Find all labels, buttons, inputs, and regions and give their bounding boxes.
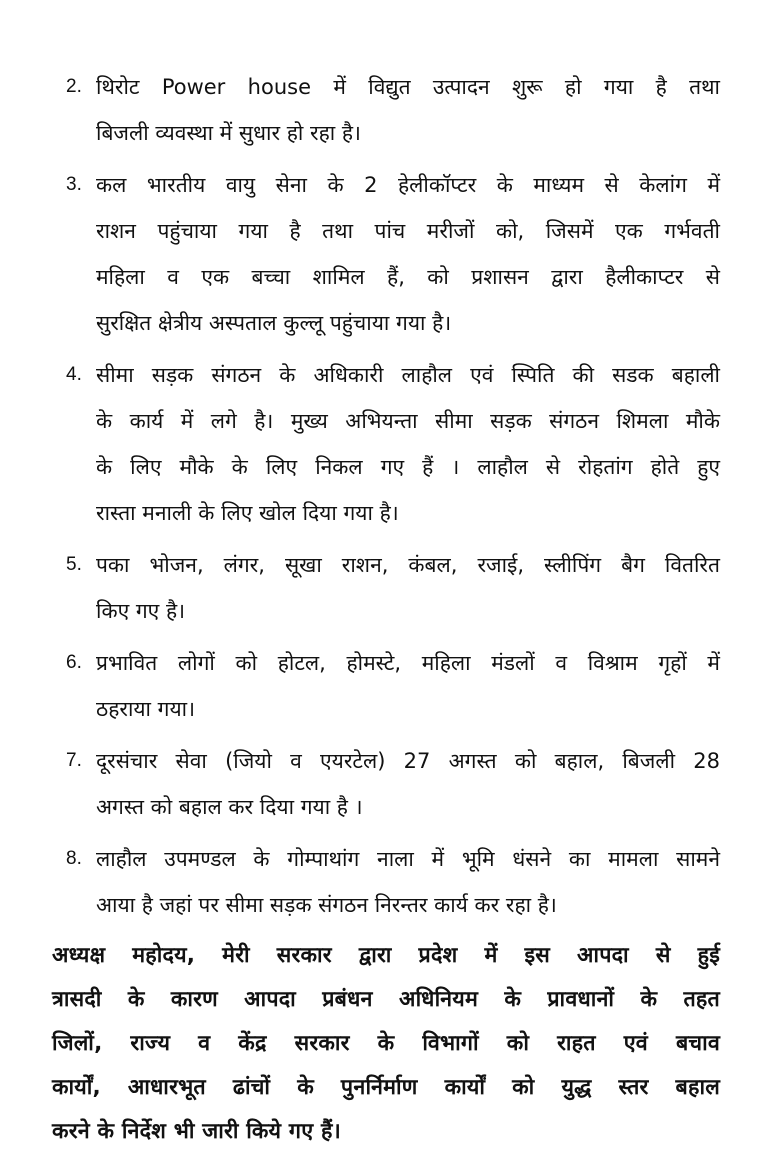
item-line: प्रभावित लोगों को होटल, होमस्टे, महिला मंडलों व विश्राम गृहों में — [96, 651, 720, 675]
item-number: 2. — [66, 76, 82, 97]
item-line: सीमा सड़क संगठन के अधिकारी लाहौल एवं स्पिति की सडक बहाली — [96, 363, 720, 387]
closing-paragraph — [52, 934, 720, 1154]
closing-line: करने के निर्देश भी जारी किये गए हैं। — [52, 1119, 341, 1144]
item-line: बिजली व्यवस्था में सुधार हो रहा है। — [96, 121, 361, 145]
list-item — [52, 352, 720, 536]
closing-line: अध्यक्ष महोदय, मेरी सरकार द्वारा प्रदेश में इस आपदा से हुई — [52, 943, 720, 968]
closing-line: कार्यों, आधारभूत ढांचों के पुनर्निर्माण कार्यों को युद्ध स्तर बहाल — [52, 1075, 720, 1100]
item-line: रास्ता मनाली के लिए खोल दिया गया है। — [96, 501, 399, 525]
closing-line: त्रासदी के कारण आपदा प्रबंधन अधिनियम के प्रावधानों के तहत — [52, 987, 720, 1012]
item-line: पका भोजन, लंगर, सूखा राशन, कंबल, रजाई, स्लीपिंग बैग वितरित — [96, 553, 720, 577]
item-number: 5. — [66, 554, 82, 575]
list-item — [52, 162, 720, 346]
list-item — [52, 64, 720, 156]
item-number: 3. — [66, 174, 82, 195]
item-line: महिला व एक बच्चा शामिल हैं, को प्रशासन द्वारा हैलीकाप्टर से — [96, 265, 720, 289]
item-line: के लिए मौके के लिए निकल गए हैं । लाहौल से रोहतांग होते हुए — [96, 455, 720, 479]
item-line: कल भारतीय वायु सेना के 2 हेलीकॉप्टर के माध्यम से केलांग में — [96, 173, 720, 197]
item-number: 8. — [66, 848, 82, 869]
list-item — [52, 542, 720, 634]
closing-line: जिलों, राज्य व केंद्र सरकार के विभागों को राहत एवं बचाव — [52, 1031, 720, 1056]
list-item — [52, 640, 720, 732]
item-line: अगस्त को बहाल कर दिया गया है । — [96, 795, 363, 819]
item-line: सुरक्षित क्षेत्रीय अस्पताल कुल्लू पहुंचाया गया है। — [96, 311, 452, 335]
item-number: 6. — [66, 652, 82, 673]
item-number: 7. — [66, 750, 82, 771]
item-line: आया है जहां पर सीमा सड़क संगठन निरन्तर कार्य कर रहा है। — [96, 893, 557, 917]
numbered-list — [52, 64, 720, 928]
item-line: ठहराया गया। — [96, 697, 196, 721]
item-line: लाहौल उपमण्डल के गोम्पाथांग नाला में भूमि धंसने का मामला सामने — [96, 847, 720, 871]
list-item — [52, 836, 720, 928]
item-number: 4. — [66, 364, 82, 385]
list-item — [52, 738, 720, 830]
item-line: के कार्य में लगे है। मुख्य अभियन्ता सीमा सड़क संगठन शिमला मौके — [96, 409, 720, 433]
item-line: राशन पहुंचाया गया है तथा पांच मरीजों को, जिसमें एक गर्भवती — [96, 219, 720, 243]
item-line: किए गए है। — [96, 599, 186, 623]
item-line: थिरोट Power house में विद्युत उत्पादन शुरू हो गया है तथा — [96, 75, 720, 99]
item-line: दूरसंचार सेवा (जियो व एयरटेल) 27 अगस्त को बहाल, बिजली 28 — [96, 749, 720, 773]
